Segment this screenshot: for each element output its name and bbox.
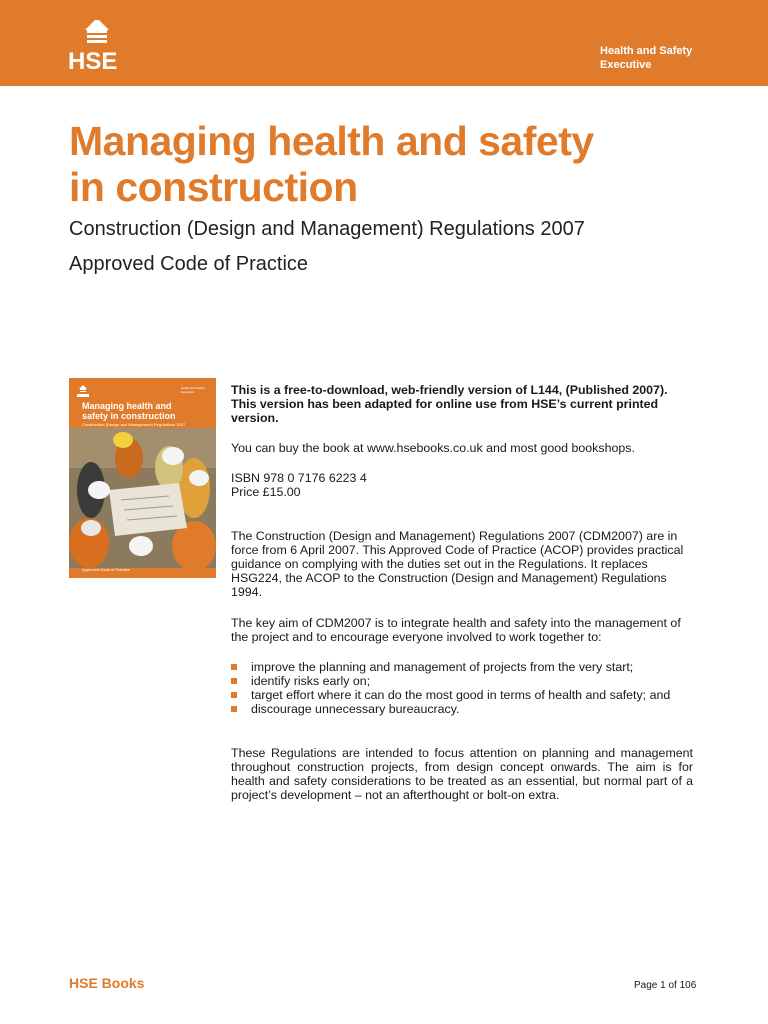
document-title (69, 118, 594, 210)
paragraph-cdm2007: The Construction (Design and Management) Regulations 2007 (CDM2007) are in force from 6 April 2007. This Approved Code of Practice (ACOP) provides practical guidance on complying with the duties set out in the Regulations. It replaces HSG224, the ACOP to the Construction (Design and Management) Regulations 1994. (231, 529, 684, 599)
bullet-square-icon (231, 664, 237, 670)
cover-subtitle: Construction (Design and Management) Regulations 2007 (82, 422, 186, 427)
cover-hse-logo-icon (76, 384, 90, 398)
aims-list (231, 660, 693, 716)
buy-info: You can buy the book at www.hsebooks.co.uk and most good bookshops. (231, 441, 635, 455)
book-cover-thumbnail (69, 378, 216, 578)
list-item: discourage unnecessary bureaucracy. (231, 702, 693, 716)
cover-org-tag: Health and Safety Executive (181, 386, 205, 394)
subtitle-regulations: Construction (Design and Management) Regulations 2007 (69, 218, 585, 240)
cover-construction-photo (69, 428, 216, 568)
org-name-line1: Health and Safety (600, 45, 693, 57)
cover-title (82, 401, 176, 421)
title-line2: in construction (69, 164, 358, 210)
org-name (600, 44, 740, 72)
org-name-line2: Executive (600, 59, 652, 71)
price: Price £15.00 (231, 485, 301, 499)
publisher-name: HSE Books (69, 975, 145, 991)
cover-title-line1: Managing health and (82, 401, 172, 411)
header-banner (0, 0, 768, 86)
isbn: ISBN 978 0 7176 6223 4 (231, 471, 367, 485)
intro-line3: version. (231, 411, 279, 425)
list-item: target effort where it can do the most good in terms of health and safety; and (231, 688, 693, 702)
page-number: Page 1 of 106 (634, 980, 697, 991)
subtitle-acop: Approved Code of Practice (69, 253, 309, 275)
bullet-square-icon (231, 678, 237, 684)
hse-logo-text: HSE (68, 48, 118, 75)
intro-line1: This is a free-to-download, web-friendly version of L144, (Published 2007). (231, 383, 668, 397)
bullet-square-icon (231, 706, 237, 712)
list-item: improve the planning and management of projects from the very start; (231, 660, 693, 674)
cover-footer: Approved Code of Practice (82, 567, 130, 572)
intro-line2: This version has been adapted for online use from HSE’s current printed (231, 397, 659, 411)
isbn-price (231, 471, 693, 499)
list-item: identify risks early on; (231, 674, 693, 688)
paragraph-focus: These Regulations are intended to focus attention on planning and management throughout construction projects, from design concept onwards. The aim is for health and safety considerations to be treated as an essential, but normal part of a project’s development – not an afterthought or bolt-on extra. (231, 746, 693, 802)
intro-note (231, 383, 693, 425)
cover-title-line2: safety in construction (82, 411, 176, 421)
paragraph-key-aim: The key aim of CDM2007 is to integrate health and safety into the management of the project and to encourage everyone involved to work together to: (231, 616, 681, 644)
title-line1: Managing health and safety (69, 118, 594, 164)
bullet-square-icon (231, 692, 237, 698)
